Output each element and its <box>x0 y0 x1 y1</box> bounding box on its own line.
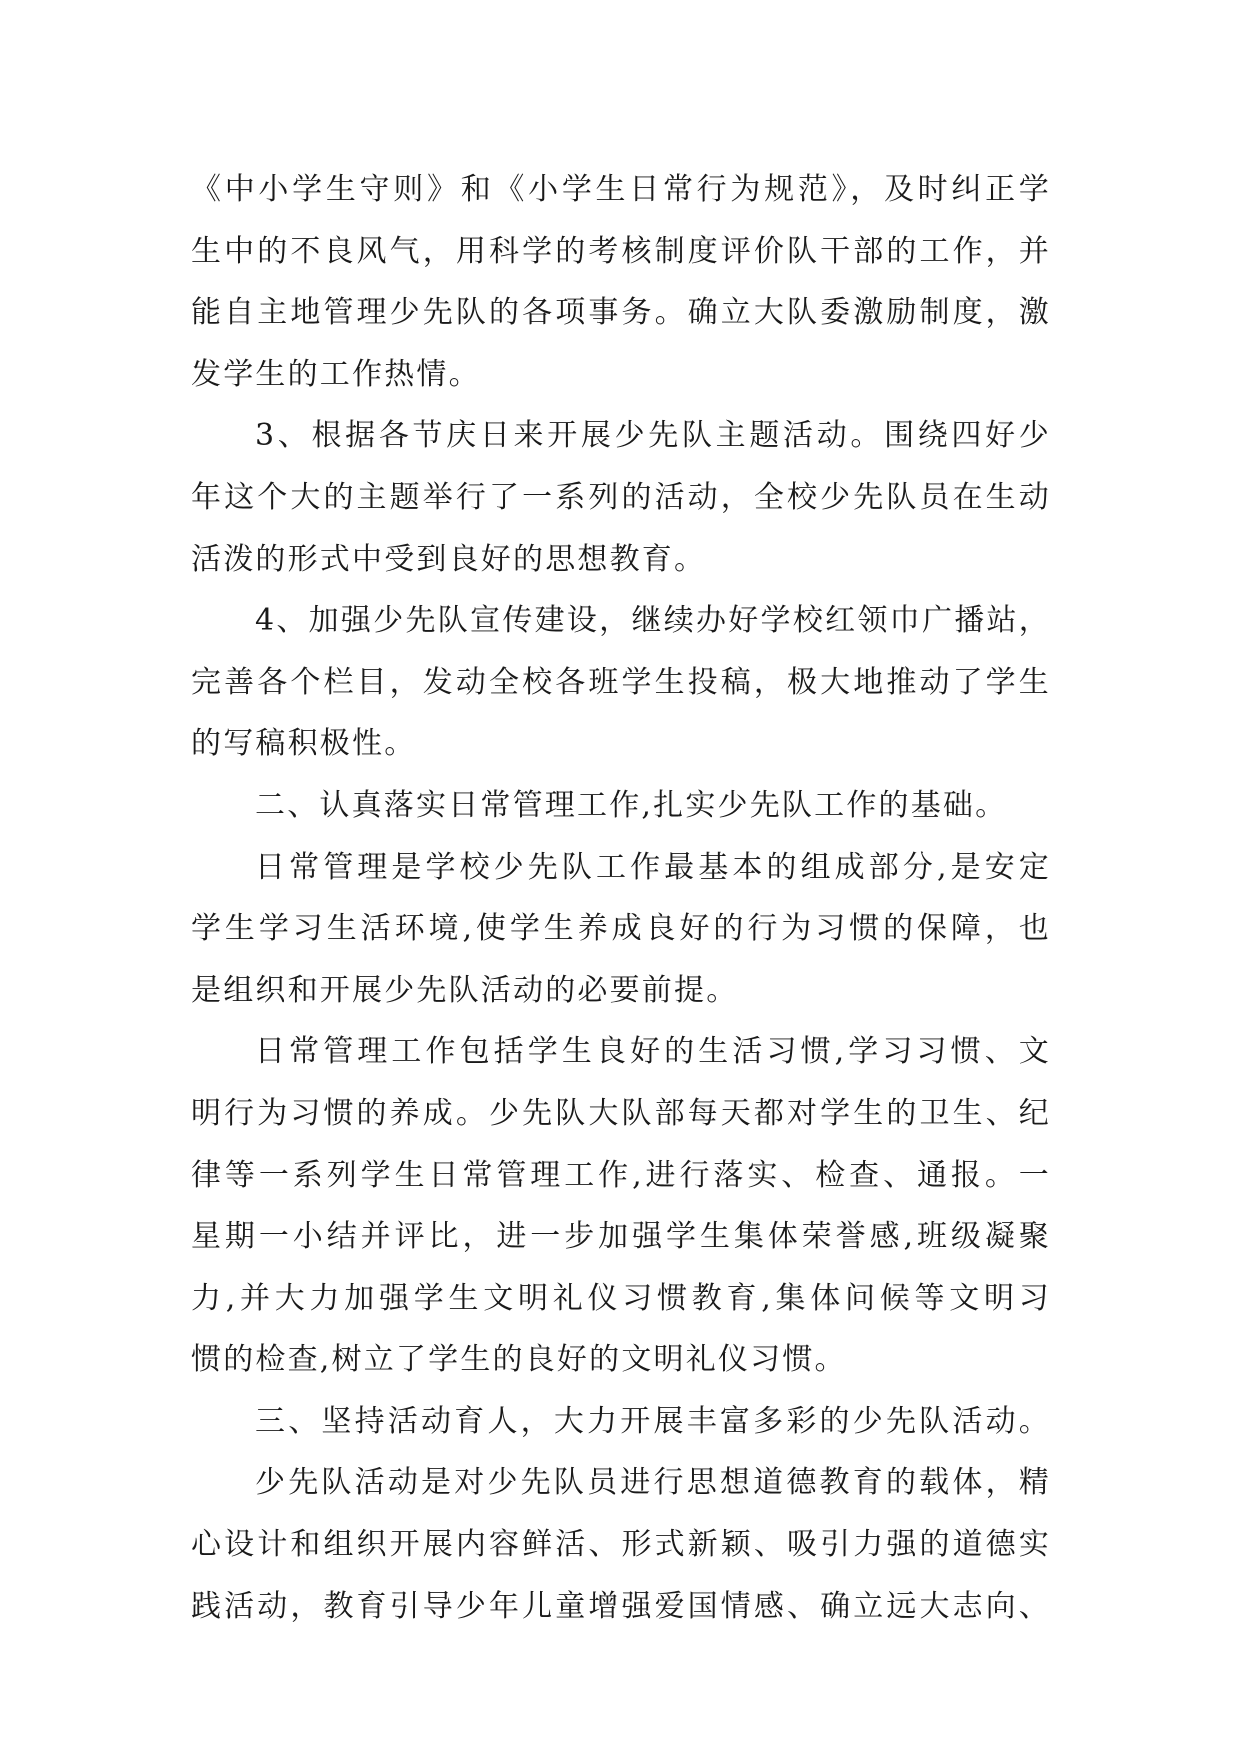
text-line-20: 惯的检查,树立了学生的良好的文明礼仪习惯。 <box>191 1342 847 1378</box>
text-line-1: 《中小学生守则》和《小学生日常行为规范》，及时纠正学 <box>191 172 1051 207</box>
text-line-3: 能自主地管理少先队的各项事务。确立大队委激励制度，激 <box>191 295 1051 331</box>
text-line-13: 学生学习生活环境,使学生养成良好的行为习惯的保障，也 <box>191 911 1051 947</box>
section-heading-3: 三、坚持活动育人，大力开展丰富多彩的少先队活动。 <box>255 1403 1051 1439</box>
text-line-2: 生中的不良风气，用科学的考核制度评价队干部的工作，并 <box>191 233 1051 269</box>
text-line-4: 发学生的工作热情。 <box>191 356 481 392</box>
text-line-15: 日常管理工作包括学生良好的生活习惯,学习习惯、文 <box>255 1034 1051 1070</box>
text-line-10: 的写稿积极性。 <box>191 726 417 762</box>
section-heading-2: 二、认真落实日常管理工作,扎实少先队工作的基础。 <box>255 787 1008 823</box>
text-line-22: 少先队活动是对少先队员进行思想道德教育的载体，精 <box>255 1465 1051 1501</box>
text-line-6: 年这个大的主题举行了一系列的活动，全校少先队员在生动 <box>191 479 1051 515</box>
text-line-17: 律等一系列学生日常管理工作,进行落实、检查、通报。一 <box>191 1157 1051 1193</box>
text-line-7: 活泼的形式中受到良好的思想教育。 <box>191 541 707 577</box>
text-line-24: 践活动，教育引导少年儿童增强爱国情感、确立远大志向、 <box>191 1588 1051 1624</box>
text-line-5: 3、根据各节庆日来开展少先队主题活动。围绕四好少 <box>255 418 1051 454</box>
text-line-18: 星期一小结并评比，进一步加强学生集体荣誉感,班级凝聚 <box>191 1219 1051 1255</box>
text-line-19: 力,并大力加强学生文明礼仪习惯教育,集体问候等文明习 <box>191 1280 1051 1316</box>
text-line-14: 是组织和开展少先队活动的必要前提。 <box>191 972 739 1008</box>
text-line-9: 完善各个栏目，发动全校各班学生投稿，极大地推动了学生 <box>191 664 1051 700</box>
text-line-23: 心设计和组织开展内容鲜活、形式新颖、吸引力强的道德实 <box>191 1527 1051 1563</box>
text-line-12: 日常管理是学校少先队工作最基本的组成部分,是安定 <box>255 849 1051 885</box>
text-line-8: 4、加强少先队宣传建设，继续办好学校红领巾广播站， <box>255 603 1051 639</box>
text-line-16: 明行为习惯的养成。少先队大队部每天都对学生的卫生、纪 <box>191 1095 1051 1131</box>
document-body <box>191 159 1051 1637</box>
